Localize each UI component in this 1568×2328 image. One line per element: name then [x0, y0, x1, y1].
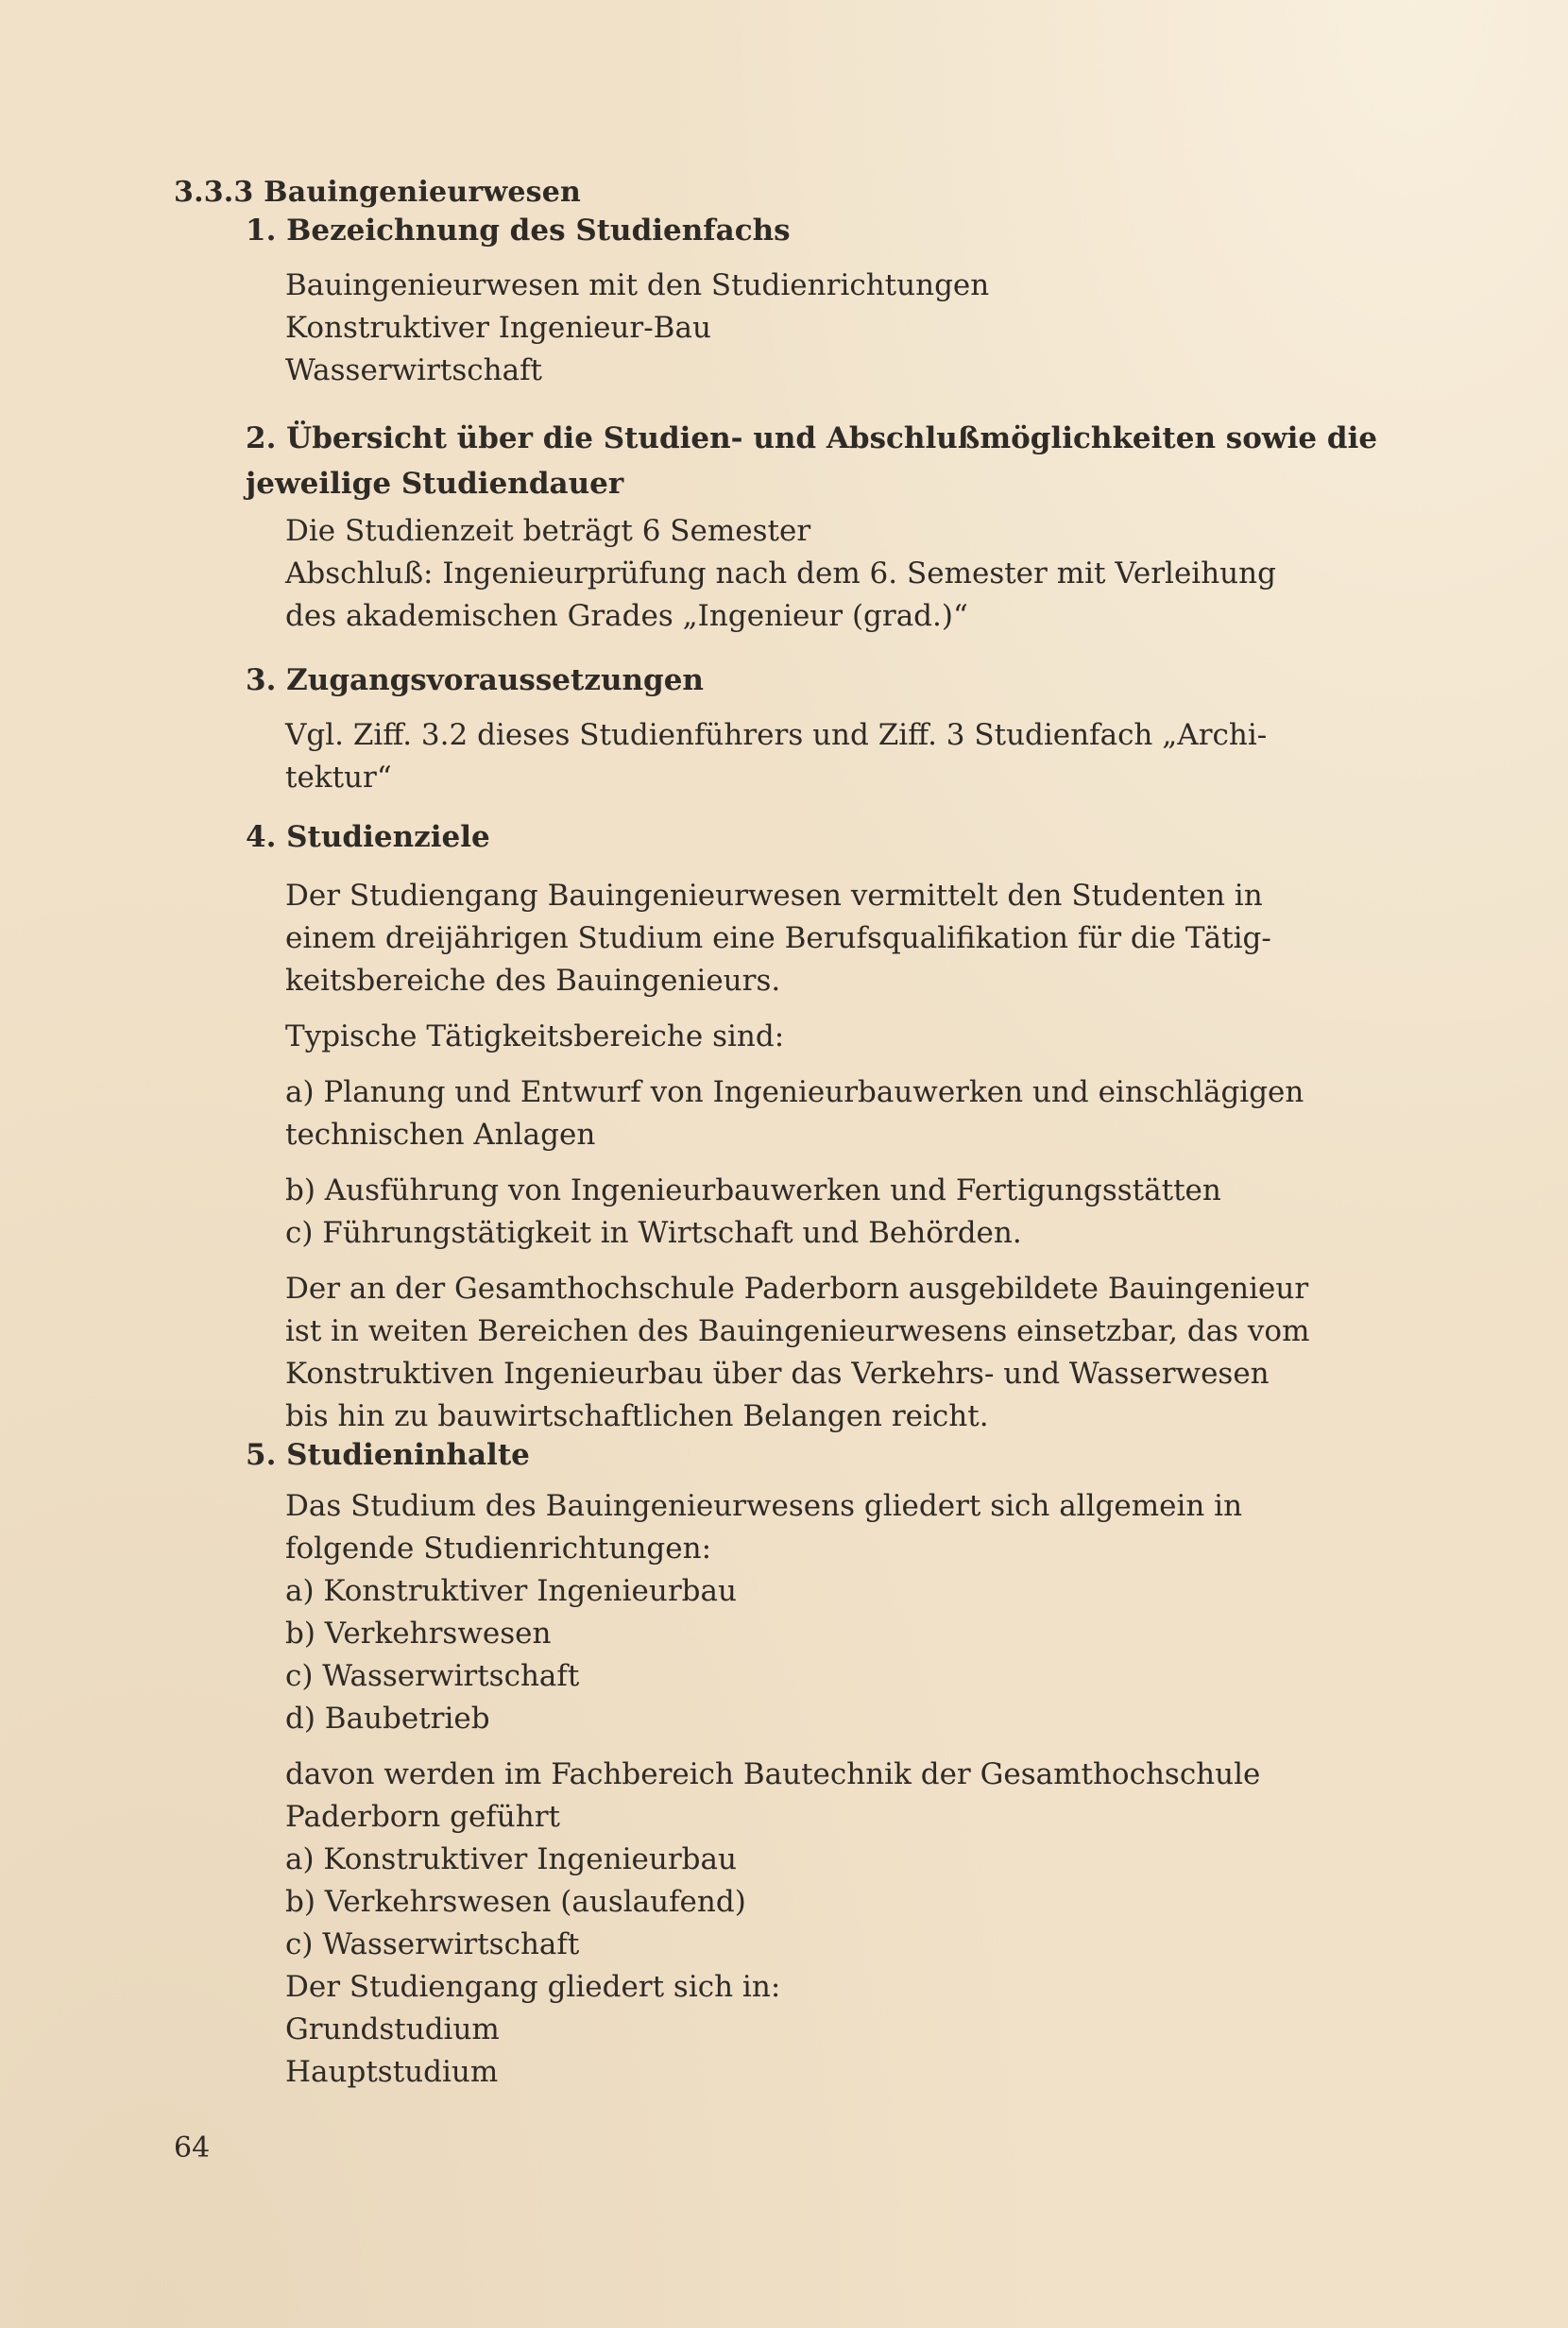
block-3 — [285, 714, 1381, 799]
text-line: Wasserwirtschaft — [285, 353, 543, 387]
text-line: folgende Studienrichtungen: — [285, 1532, 712, 1566]
list-item: c) Wasserwirtschaft — [285, 1659, 580, 1693]
list-item: a) Planung und Entwurf von Ingenieurbauwerken und einschlägigen — [285, 1075, 1304, 1109]
block-5 — [285, 1485, 1381, 2094]
text-line: des akademischen Grades „Ingenieur (grad.)“ — [285, 599, 968, 633]
page-number: 64 — [174, 2131, 211, 2165]
text-line: Der Studiengang Bauingenieurwesen vermittelt den Studenten in — [285, 879, 1263, 913]
text-line: Bauingenieurwesen mit den Studienrichtungen — [285, 268, 990, 302]
text-line: Paderborn geführt — [285, 1800, 560, 1834]
text-line: Der Studiengang gliedert sich in: — [285, 1970, 781, 2004]
text-line: Typische Tätigkeitsbereiche sind: — [285, 1019, 785, 1053]
list-item-continuation: technischen Anlagen — [285, 1118, 596, 1152]
text-line: Die Studienzeit beträgt 6 Semester — [285, 514, 811, 548]
text-line: Grundstudium — [285, 2012, 500, 2046]
block-2 — [285, 510, 1381, 638]
text-line: einem dreijährigen Studium eine Berufsqualifikation für die Tätig- — [285, 921, 1271, 955]
text-line: Der an der Gesamthochschule Paderborn ausgebildete Bauingenieur — [285, 1272, 1309, 1306]
text-line: Konstruktiver Ingenieur-Bau — [285, 311, 711, 345]
text-line: Das Studium des Bauingenieurwesens gliedert sich allgemein in — [285, 1489, 1243, 1523]
list-item: b) Verkehrswesen — [285, 1617, 552, 1651]
text-line: davon werden im Fachbereich Bautechnik der Gesamthochschule — [285, 1757, 1261, 1791]
heading-5: 5. Studieninhalte — [246, 1438, 530, 1472]
heading-1: 1. Bezeichnung des Studienfachs — [246, 214, 791, 248]
list-item: a) Konstruktiver Ingenieurbau — [285, 1574, 737, 1608]
section-title: 3.3.3 Bauingenieurwesen — [174, 176, 582, 209]
list-item: b) Verkehrswesen (auslaufend) — [285, 1885, 746, 1919]
text-line: Konstruktiven Ingenieurbau über das Verkehrs- und Wasserwesen — [285, 1357, 1270, 1391]
text-line: ist in weiten Bereichen des Bauingenieurwesens einsetzbar, das vom — [285, 1314, 1310, 1348]
heading-3: 3. Zugangsvoraussetzungen — [246, 663, 704, 697]
heading-2: 2. Übersicht über die Studien- und Abschlußmöglichkeiten sowie die jeweilige Studiendauer — [246, 421, 1378, 501]
list-item: b) Ausführung von Ingenieurbauwerken und Fertigungsstätten — [285, 1173, 1221, 1207]
list-item: d) Baubetrieb — [285, 1702, 490, 1736]
block-4 — [285, 875, 1381, 1438]
text-line: Abschluß: Ingenieurprüfung nach dem 6. Semester mit Verleihung — [285, 556, 1276, 591]
text-line: keitsbereiche des Bauingenieurs. — [285, 964, 781, 998]
text-line: tektur“ — [285, 761, 392, 795]
list-item: c) Wasserwirtschaft — [285, 1927, 580, 1961]
list-item: c) Führungstätigkeit in Wirtschaft und Behörden. — [285, 1216, 1022, 1250]
block-1 — [285, 265, 1381, 392]
text-line: Hauptstudium — [285, 2055, 499, 2089]
heading-4: 4. Studienziele — [246, 820, 490, 854]
list-item: a) Konstruktiver Ingenieurbau — [285, 1842, 737, 1876]
text-line: bis hin zu bauwirtschaftlichen Belangen reicht. — [285, 1399, 989, 1433]
text-line: Vgl. Ziff. 3.2 dieses Studienführers und Ziff. 3 Studienfach „Archi- — [285, 718, 1268, 752]
